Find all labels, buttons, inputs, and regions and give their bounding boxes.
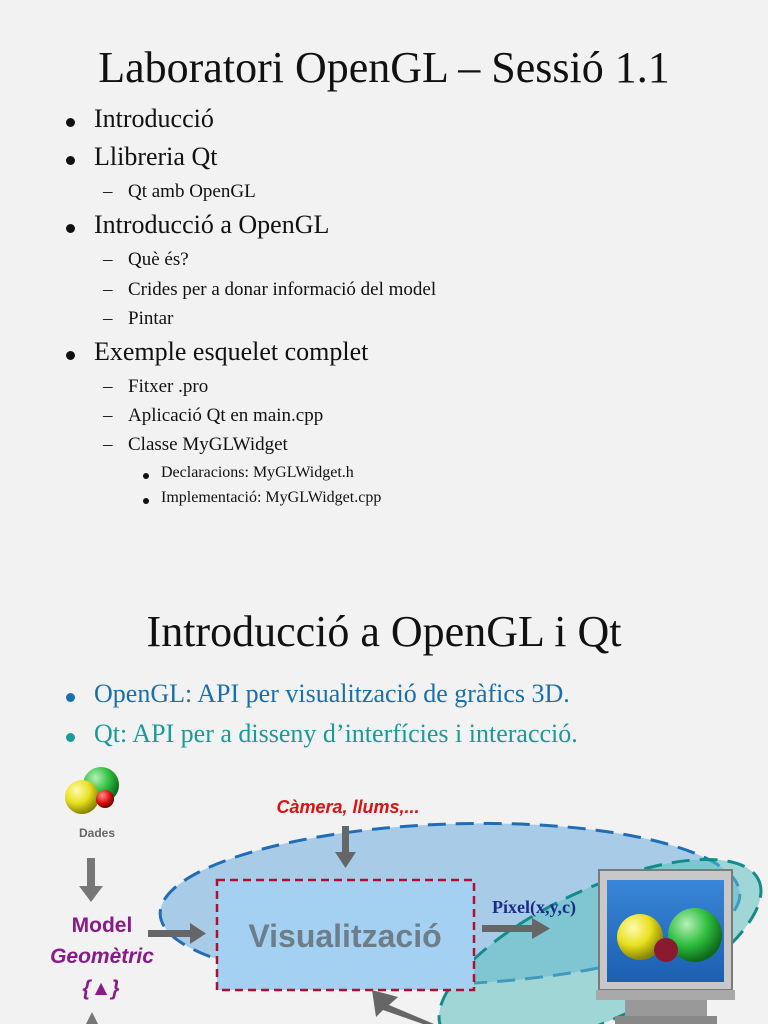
pipeline-diagram <box>0 754 768 1024</box>
camera-label: Càmera, llums,... <box>276 797 420 817</box>
sub-qt-opengl: – Qt amb OpenGL <box>103 181 256 202</box>
bullet-dot <box>66 156 75 165</box>
arrow-down-icon <box>79 858 103 902</box>
bullet-dot <box>66 733 75 742</box>
sub-classe: – Classe MyGLWidget <box>103 434 288 455</box>
data-spheres-icon <box>65 767 119 814</box>
bullet-introduccio: Introducció <box>94 104 214 134</box>
bullet-opengl-api: OpenGL: API per visualització de gràfics 3D. <box>94 679 570 709</box>
sub-aplicacio: – Aplicació Qt en main.cpp <box>103 405 324 426</box>
bullet-llibreria-qt: Llibreria Qt <box>94 142 217 172</box>
bullet-exemple: Exemple esquelet complet <box>94 337 368 367</box>
geometric-label: Geomètric <box>50 945 154 968</box>
bullet-qt-api: Qt: API per a disseny d’interfícies i interacció. <box>94 719 578 749</box>
subsub-implementacio: Implementació: MyGLWidget.cpp <box>161 489 381 507</box>
subsub-declaracions: Declaracions: MyGLWidget.h <box>161 464 354 482</box>
bullet-intro-opengl: Introducció a OpenGL <box>94 210 329 240</box>
model-symbol: {▲} <box>82 977 120 1000</box>
visualitzacio-label: Visualització <box>248 918 442 954</box>
bullet-dot <box>143 498 149 504</box>
sub-pintar: – Pintar <box>103 308 174 329</box>
bullet-dot <box>66 693 75 702</box>
slide-2-title: Introducció a OpenGL i Qt <box>146 607 622 656</box>
sub-crides: – Crides per a donar informació del model <box>103 279 437 300</box>
bullet-dot <box>66 351 75 360</box>
bullet-dot <box>66 118 75 127</box>
slide-1-title: Laboratori OpenGL – Sessió 1.1 <box>98 43 670 92</box>
bullet-dot <box>66 224 75 233</box>
pixel-label: Píxel(x,y,c) <box>492 897 576 917</box>
sub-fitxer-pro: – Fitxer .pro <box>103 376 209 397</box>
sub-que-es: – Què és? <box>103 249 189 270</box>
arrow-up-left-icon <box>372 990 434 1024</box>
model-label: Model <box>71 914 133 937</box>
bullet-dot <box>143 473 149 479</box>
arrow-up-icon <box>86 1012 98 1024</box>
dades-label: Dades <box>78 826 116 840</box>
